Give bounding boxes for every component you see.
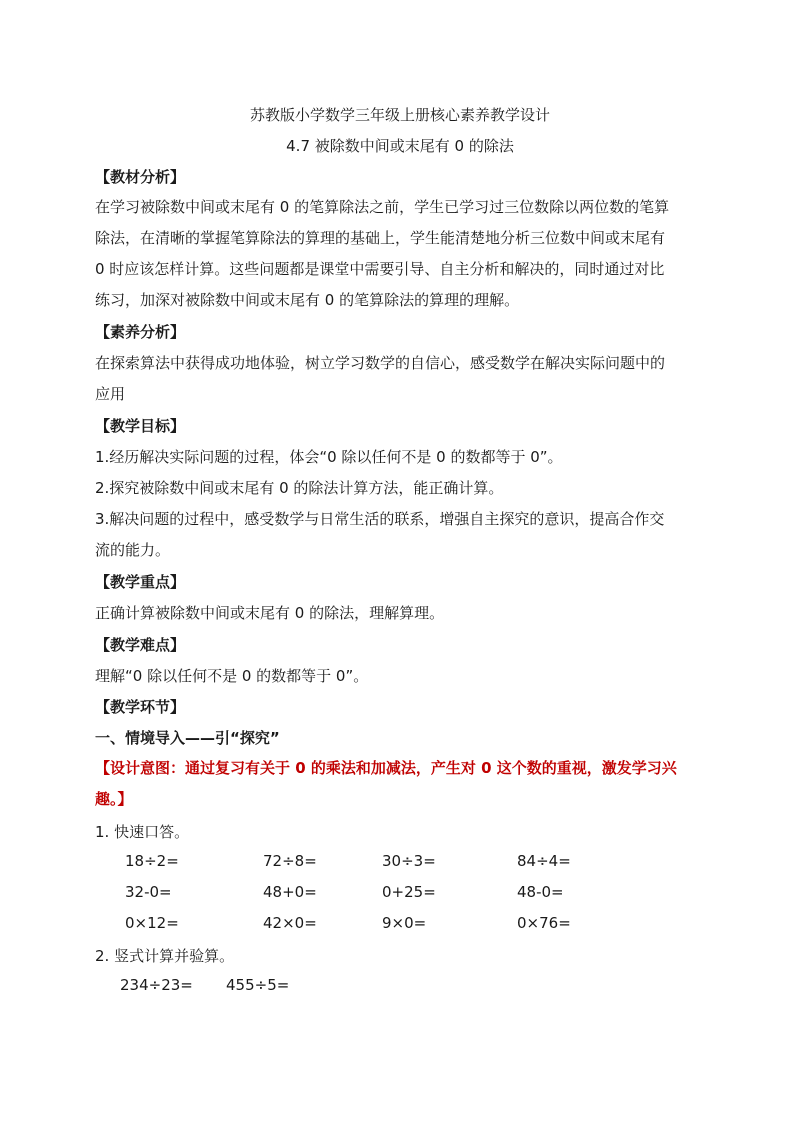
oral-item: 0×12=	[125, 914, 179, 932]
goal-item-1: 1.经历解决实际问题的过程，体会“0 除以任何不是 0 的数都等于 0”。	[95, 448, 563, 466]
oral-item: 48+0=	[263, 883, 317, 901]
goal-item-2: 2.探究被除数中间或末尾有 0 的除法计算方法，能正确计算。	[95, 479, 504, 497]
design-intent	[95, 753, 705, 815]
textbook-line-1: 在学习被除数中间或末尾有 0 的笔算除法之前，学生已学习过三位数除以两位数的笔算	[95, 198, 670, 216]
oral-item: 42×0=	[263, 914, 317, 932]
oral-item: 48-0=	[517, 883, 564, 901]
goal-item-3: 3.解决问题的过程中，感受数学与日常生活的联系，增强自主探究的意识，提高合作交	[95, 510, 665, 528]
goal-item-3-cont: 流的能力。	[95, 541, 171, 559]
part1-title: 一、情境导入——引“探究”	[95, 729, 280, 747]
heading-textbook-analysis: 【教材分析】	[95, 168, 186, 186]
vertical-calc-item-1: 234÷23=	[120, 976, 193, 994]
lesson-title: 4.7 被除数中间或末尾有 0 的除法	[286, 137, 514, 155]
key-point-text: 正确计算被除数中间或末尾有 0 的除法，理解算理。	[95, 604, 445, 622]
oral-item: 9×0=	[382, 914, 427, 932]
heading-literacy-analysis: 【素养分析】	[95, 323, 186, 341]
design-intent-line-2: 趣。】	[95, 790, 133, 808]
oral-item: 30÷3=	[382, 852, 436, 870]
textbook-line-3: 0 时应该怎样计算。这些问题都是课堂中需要引导、自主分析和解决的，同时通过对比	[95, 260, 665, 278]
oral-item: 0+25=	[382, 883, 436, 901]
difficulty-text: 理解“0 除以任何不是 0 的数都等于 0”。	[95, 667, 369, 685]
heading-key-point: 【教学重点】	[95, 573, 186, 591]
oral-item: 72÷8=	[263, 852, 317, 870]
heading-teaching-goals: 【教学目标】	[95, 417, 186, 435]
oral-grid-row-2	[125, 883, 645, 903]
document-title: 苏教版小学数学三年级上册核心素养教学设计	[249, 106, 550, 124]
question-2: 2. 竖式计算并验算。	[95, 947, 235, 965]
design-intent-line-1: 【设计意图：通过复习有关于 0 的乘法和加减法，产生对 0 这个数的重视，激发学习兴	[95, 759, 677, 777]
oral-item: 32-0=	[125, 883, 172, 901]
literacy-line-2: 应用	[95, 385, 126, 403]
oral-grid-row-3	[125, 914, 645, 934]
oral-item: 84÷4=	[517, 852, 571, 870]
oral-grid-row-1	[125, 852, 645, 872]
oral-item: 0×76=	[517, 914, 571, 932]
heading-difficulty: 【教学难点】	[95, 636, 186, 654]
heading-teaching-process: 【教学环节】	[95, 698, 186, 716]
textbook-line-2: 除法，在清晰的掌握笔算除法的算理的基础上，学生能清楚地分析三位数中间或末尾有	[95, 229, 666, 247]
textbook-line-4: 练习，加深对被除数中间或末尾有 0 的笔算除法的算理的理解。	[95, 291, 520, 309]
literacy-line-1: 在探索算法中获得成功地体验，树立学习数学的自信心，感受数学在解决实际问题中的	[95, 354, 666, 372]
vertical-calc-item-2: 455÷5=	[226, 976, 290, 994]
question-1: 1. 快速口答。	[95, 823, 190, 841]
oral-item: 18÷2=	[125, 852, 179, 870]
